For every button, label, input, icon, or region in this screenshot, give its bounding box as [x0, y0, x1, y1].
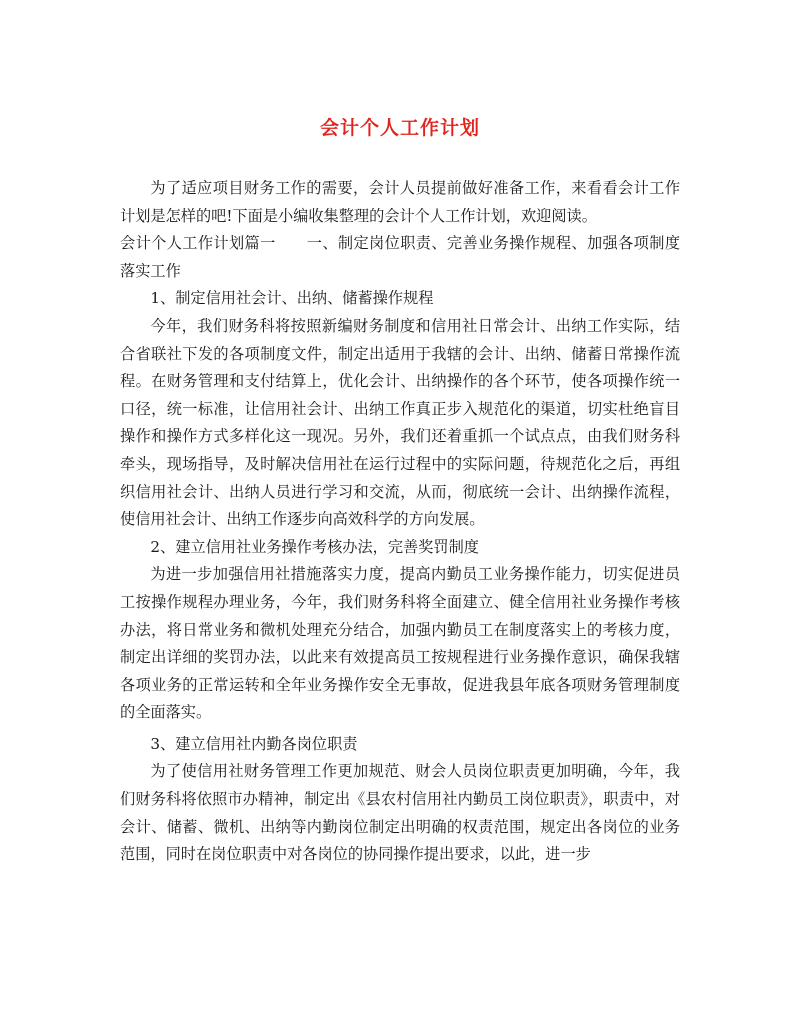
paragraph-3: 为了使信用社财务管理工作更加规范、财会人员岗位职责更加明确，今年，我们财务科将依照市办精神，制定出《县农村信用社内勤员工岗位职责》，职责中，对会计、储蓄、微机、出纳等内勤岗位制定出明确的权责范围，规定出各岗位的业务范围，同时在岗位职责中对各岗位的协同操作提出要求，以此，进一步	[120, 762, 680, 864]
subheading-2: 2、建立信用社业务操作考核办法，完善奖罚制度	[150, 537, 479, 556]
subheading-3: 3、建立信用社内勤各岗位职责	[150, 734, 358, 753]
document-title: 会计个人工作计划	[319, 117, 480, 139]
paragraph-1: 今年，我们财务科将按照新编财务制度和信用社日常会计、出纳工作实际，结合省联社下发的各项制度文件，制定出适用于我辖的会计、出纳、储蓄日常操作流程。在财务管理和支付结算上，优化会计、出纳操作的各个环节，使各项操作统一口径，统一标准，让信用社会计、出纳工作真正步入规范化的渠道，切实杜绝盲目操作和操作方式多样化这一现况。另外，我们还着重抓一个试点点，由我们财务科牵头，现场指导，及时解决信用社在运行过程中的实际问题，待规范化之后，再组织信用社会计、出纳人员进行学习和交流，从而，彻底统一会计、出纳操作流程，使信用社会计、出纳工作逐步向高效科学的方向发展。	[120, 316, 680, 529]
section-heading-1: 会计个人工作计划篇一 一、制定岗位职责、完善业务操作规程、加强各项制度落实工作	[120, 234, 680, 280]
subheading-1: 1、制定信用社会计、出纳、储蓄操作规程	[150, 289, 434, 308]
intro-paragraph: 为了适应项目财务工作的需要，会计人员提前做好准备工作，来看看会计工作计划是怎样的吧!下面是小编收集整理的会计个人工作计划，欢迎阅读。	[120, 179, 680, 225]
document-body	[120, 175, 680, 869]
paragraph-2: 为进一步加强信用社措施落实力度，提高内勤员工业务操作能力，切实促进员工按操作规程办理业务，今年，我们财务科将全面建立、健全信用社业务操作考核办法，将日常业务和微机处理充分结合，加强内勤员工在制度落实上的考核力度，制定出详细的奖罚办法，以此来有效提高员工按规程进行业务操作意识，确保我辖各项业务的正常运转和全年业务操作安全无事故，促进我县年底各项财务管理制度的全面落实。	[120, 565, 680, 722]
